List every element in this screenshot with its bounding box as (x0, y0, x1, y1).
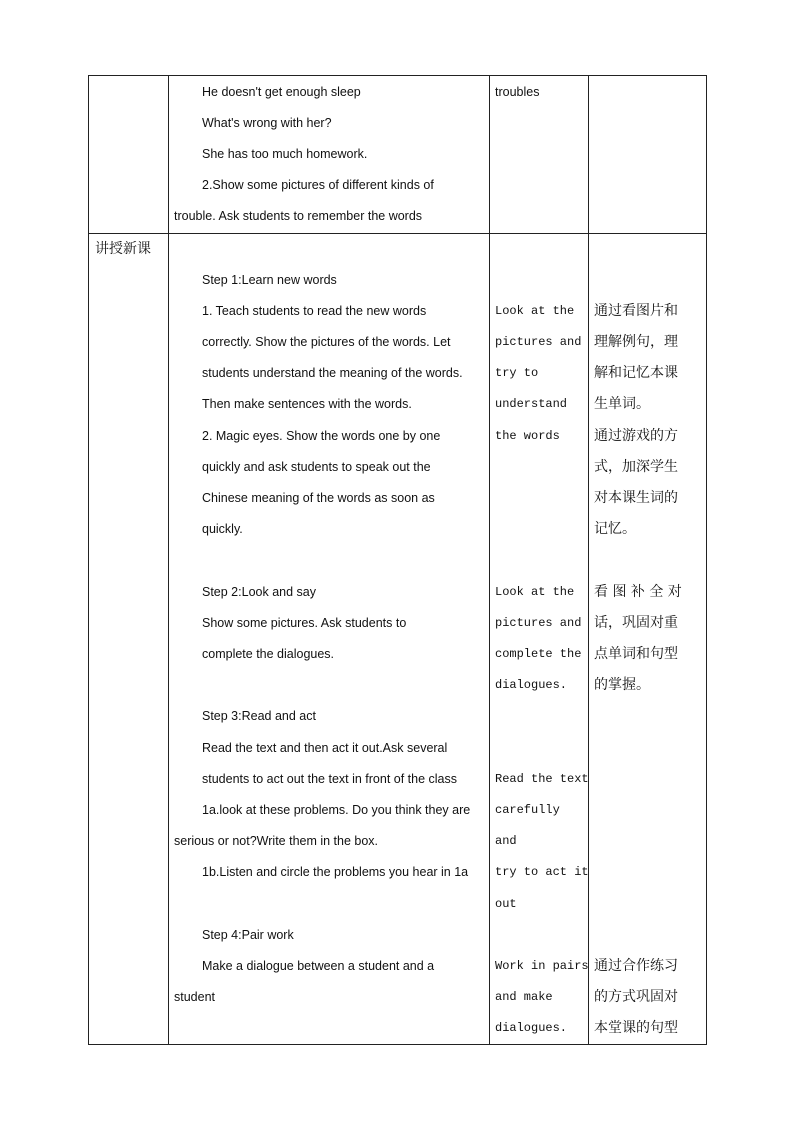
row1-activity-line: He doesn't get enough sleep (202, 85, 361, 99)
student-activity-line: pictures and (495, 616, 582, 630)
step-line: 1. Teach students to read the new words (202, 304, 427, 318)
row1-activity-line: 2.Show some pictures of different kinds of (202, 178, 434, 192)
student-activity-line: and (495, 834, 517, 848)
design-intent-line: 理解例句，理 (594, 334, 678, 350)
step-line: 2. Magic eyes. Show the words one by one (202, 429, 441, 443)
column-divider-2 (489, 76, 490, 1044)
student-activity-line: try to (495, 366, 539, 380)
student-activity-line: the words (495, 429, 560, 443)
student-activity-line: carefully (495, 803, 560, 817)
design-intent-line: 点单词和句型 (594, 646, 678, 662)
step-line: Then make sentences with the words. (202, 397, 412, 411)
row1-student-activity: troubles (495, 85, 540, 99)
step-line: students to act out the text in front of the class (202, 772, 458, 786)
student-activity-line: Look at the (495, 585, 575, 599)
step-heading: Step 1:Learn new words (202, 273, 337, 287)
step-heading: Step 3:Read and act (202, 709, 316, 723)
design-intent-line: 本堂课的句型 (594, 1020, 678, 1036)
row1-activity-line: What's wrong with her? (202, 116, 332, 130)
design-intent-line: 话，巩固对重 (594, 615, 678, 631)
step-heading: Step 2:Look and say (202, 585, 316, 599)
design-intent-line: 解和记忆本课 (594, 365, 678, 381)
step-line: Make a dialogue between a student and a (202, 959, 435, 973)
row1-activity-line: She has too much homework. (202, 147, 368, 161)
step-line: quickly. (202, 522, 243, 536)
row-divider (89, 233, 706, 234)
student-activity-line: understand (495, 397, 568, 411)
design-intent-line: 生单词。 (594, 396, 650, 412)
student-activity-line: Look at the (495, 304, 575, 318)
section-label: 讲授新课 (95, 241, 151, 257)
student-activity-line: out (495, 897, 517, 911)
design-intent-line: 看 图 补 全 对 (594, 584, 682, 600)
step-line: Read the text and then act it out.Ask several (202, 741, 448, 755)
step-line: correctly. Show the pictures of the words. Let (202, 335, 451, 349)
student-activity-line: dialogues. (495, 678, 568, 692)
step-line: quickly and ask students to speak out the (202, 460, 431, 474)
step-line: students understand the meaning of the words. (202, 366, 463, 380)
student-activity-line: try to act it (495, 865, 589, 879)
design-intent-line: 对本课生词的 (594, 490, 678, 506)
student-activity-line: Work in pairs (495, 959, 589, 973)
design-intent-line: 通过合作练习 (594, 958, 678, 974)
design-intent-line: 通过看图片和 (594, 303, 678, 319)
student-activity-line: pictures and (495, 335, 582, 349)
design-intent-line: 通过游戏的方 (594, 428, 678, 444)
step-line: 1a.look at these problems. Do you think they are (202, 803, 471, 817)
student-activity-line: and make (495, 990, 553, 1004)
step-line: Show some pictures. Ask students to (202, 616, 407, 630)
step-line: student (174, 990, 216, 1004)
design-intent-line: 记忆。 (594, 521, 636, 537)
step-line: 1b.Listen and circle the problems you hear in 1a (202, 865, 469, 879)
row1-activity-line: trouble. Ask students to remember the words (174, 209, 423, 223)
design-intent-line: 的掌握。 (594, 677, 650, 693)
column-divider-1 (168, 76, 169, 1044)
student-activity-line: dialogues. (495, 1021, 568, 1035)
student-activity-line: Read the text (495, 772, 589, 786)
student-activity-line: complete the (495, 647, 582, 661)
step-heading: Step 4:Pair work (202, 928, 294, 942)
design-intent-line: 的方式巩固对 (594, 989, 678, 1005)
step-line: complete the dialogues. (202, 647, 335, 661)
column-divider-3 (588, 76, 589, 1044)
step-line: Chinese meaning of the words as soon as (202, 491, 435, 505)
design-intent-line: 式，加深学生 (594, 459, 678, 475)
step-line: serious or not?Write them in the box. (174, 834, 379, 848)
